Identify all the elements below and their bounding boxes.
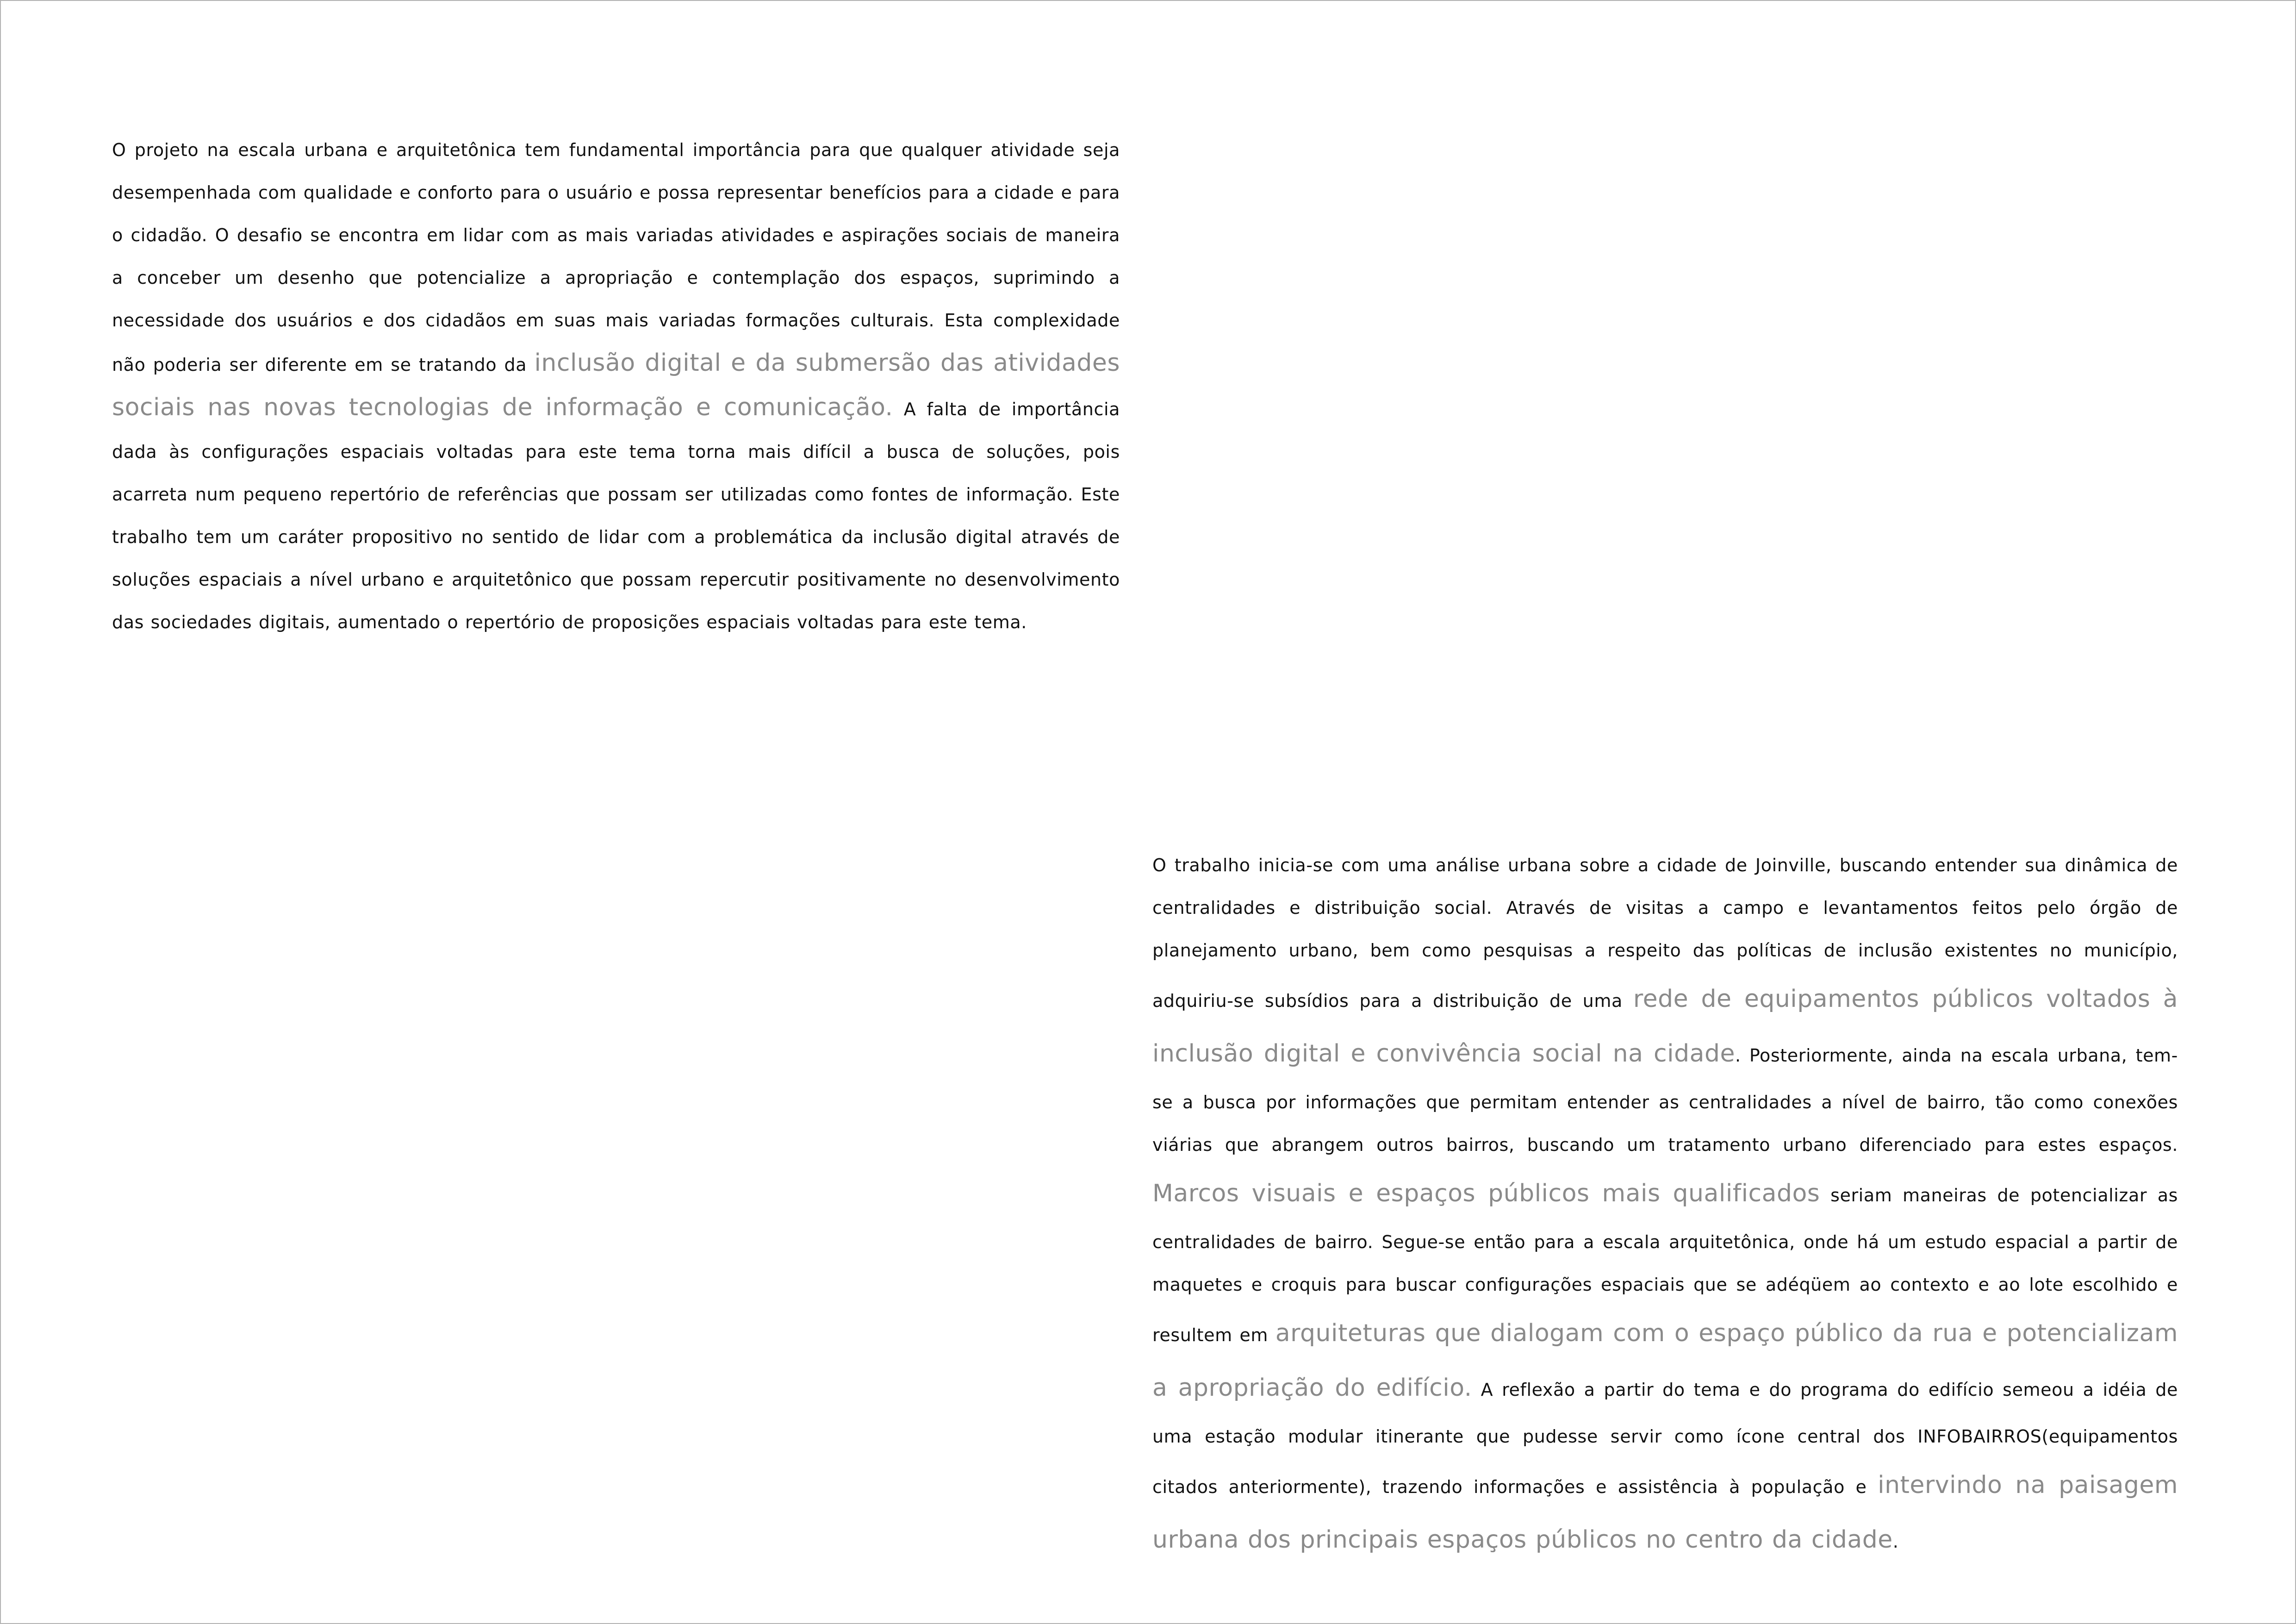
intro-text-part-2: A falta de importância dada às configurações espaciais voltadas para este tema torna mais difícil a busca de soluções, pois acarreta num pequeno repertório de referências que possam ser utilizadas como fontes de informação. Este trabalho tem um caráter propositivo no sentido de lidar com a problemática da inclusão digital através de soluções espaciais a nível urbano e arquitetônico que possam repercutir positivamente no desenvolvimento das sociedades digitais, aumentado o repertório de proposições espaciais voltadas para este tema. — [112, 399, 1120, 632]
intro-paragraph — [112, 129, 1120, 643]
intro-highlight-digital-inclusion: inclusão digital e da submersão das atividades sociais nas novas tecnologias de informação e comunicação. — [112, 349, 1120, 421]
method-text-part-4: A reflexão a partir do tema e do programa do edifício semeou a idéia de uma estação modular itinerante que pudesse servir como ícone central dos INFOBAIRROS(equipamentos citados anteriormente), trazendo informações e assistência à população e — [1152, 1380, 2178, 1497]
method-text-part-2: . Posteriormente, ainda na escala urbana, tem-se a busca por informações que permitam entender as centralidades a nível de bairro, tão como conexões viárias que abrangem outros bairros, buscando um tratamento urbano diferenciado para estes espaços. — [1152, 1045, 2178, 1155]
intro-text-part-1: O projeto na escala urbana e arquitetônica tem fundamental importância para que qualquer atividade seja desempenhada com qualidade e conforto para o usuário e possa representar benefícios para a cidade e para o cidadão. O desafio se encontra em lidar com as mais variadas atividades e aspirações sociais de maneira a conceber um desenho que potencialize a apropriação e contemplação dos espaços, suprimindo a necessidade dos usuários e dos cidadãos em suas mais variadas formações culturais. Esta complexidade não poderia ser diferente em se tratando da — [112, 140, 1120, 375]
method-highlight-visual-landmarks: Marcos visuais e espaços públicos mais qualificados — [1152, 1180, 1820, 1207]
method-highlight-public-network: rede de equipamentos públicos voltados à inclusão digital e convivência social na cidade — [1152, 985, 2178, 1068]
method-highlight-architecture: arquiteturas que dialogam com o espaço público da rua e potencializam a apropriação do edifício. — [1152, 1319, 2178, 1402]
methodology-paragraph — [1152, 844, 2178, 1567]
method-highlight-urban-landscape: intervindo na paisagem urbana dos principais espaços públicos no centro da cidade — [1152, 1471, 2178, 1554]
method-text-part-3: seriam maneiras de potencializar as centralidades de bairro. Segue-se então para a escala arquitetônica, onde há um estudo espacial a partir de maquetes e croquis para buscar configurações espaciais que se adéqüem ao contexto e ao lote escolhido e resultem em — [1152, 1185, 2178, 1345]
method-text-part-1: O trabalho inicia-se com uma análise urbana sobre a cidade de Joinville, buscando entender sua dinâmica de centralidades e distribuição social. Através de visitas a campo e levantamentos feitos pelo órgão de planejamento urbano, bem como pesquisas a respeito das políticas de inclusão existentes no município, adquiriu-se subsídios para a distribuição de uma — [1152, 855, 2178, 1011]
method-text-part-5: . — [1892, 1531, 1899, 1552]
